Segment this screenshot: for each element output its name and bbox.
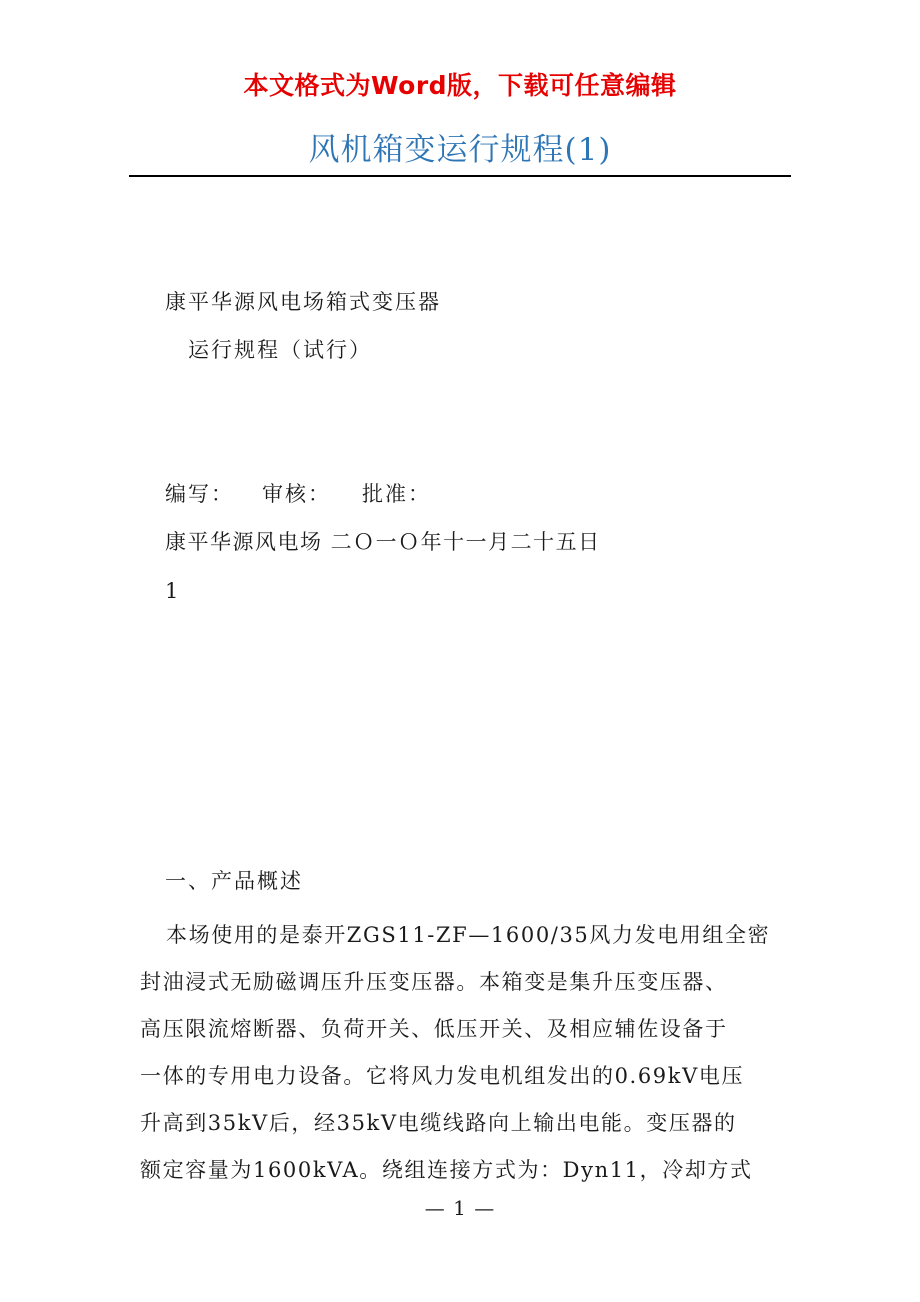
section-heading: 一、产品概述	[165, 869, 303, 893]
signoff-approve: 批准：	[362, 482, 431, 506]
signoff-write: 编写：	[165, 482, 234, 506]
cover-page-marker: 1	[165, 579, 181, 603]
section-paragraph	[140, 912, 782, 1194]
title-divider	[129, 175, 791, 177]
page-number-footer: — 1 —	[424, 1196, 496, 1220]
paragraph-line: 升高到35kV后，经35kV电缆线路向上输出电能。变压器的	[140, 1111, 737, 1135]
paragraph-line: 本场使用的是泰开ZGS11-ZF—1600/35风力发电用组全密	[166, 923, 771, 947]
signoff-review: 审核：	[262, 482, 331, 506]
paragraph-line: 高压限流熔断器、负荷开关、低压开关、及相应辅佐设备于	[140, 1017, 728, 1041]
paragraph-line: 封油浸式无励磁调压升压变压器。本箱变是集升压变压器、	[140, 970, 728, 994]
cover-doc-name: 运行规程（试行）	[188, 338, 372, 362]
signoff-row	[165, 479, 431, 509]
cover-issuer-date: 康平华源风电场 二Ｏ一Ｏ年十一月二十五日	[165, 530, 601, 554]
download-banner: 本文格式为Word版，下载可任意编辑	[243, 71, 677, 100]
cover-org-line: 康平华源风电场箱式变压器	[165, 290, 441, 314]
document-title: 风机箱变运行规程(1)	[308, 132, 612, 168]
paragraph-line: 额定容量为1600kVA。绕组连接方式为：Dyn11，冷却方式	[140, 1158, 753, 1182]
paragraph-line: 一体的专用电力设备。它将风力发电机组发出的0.69kV电压	[140, 1064, 745, 1088]
